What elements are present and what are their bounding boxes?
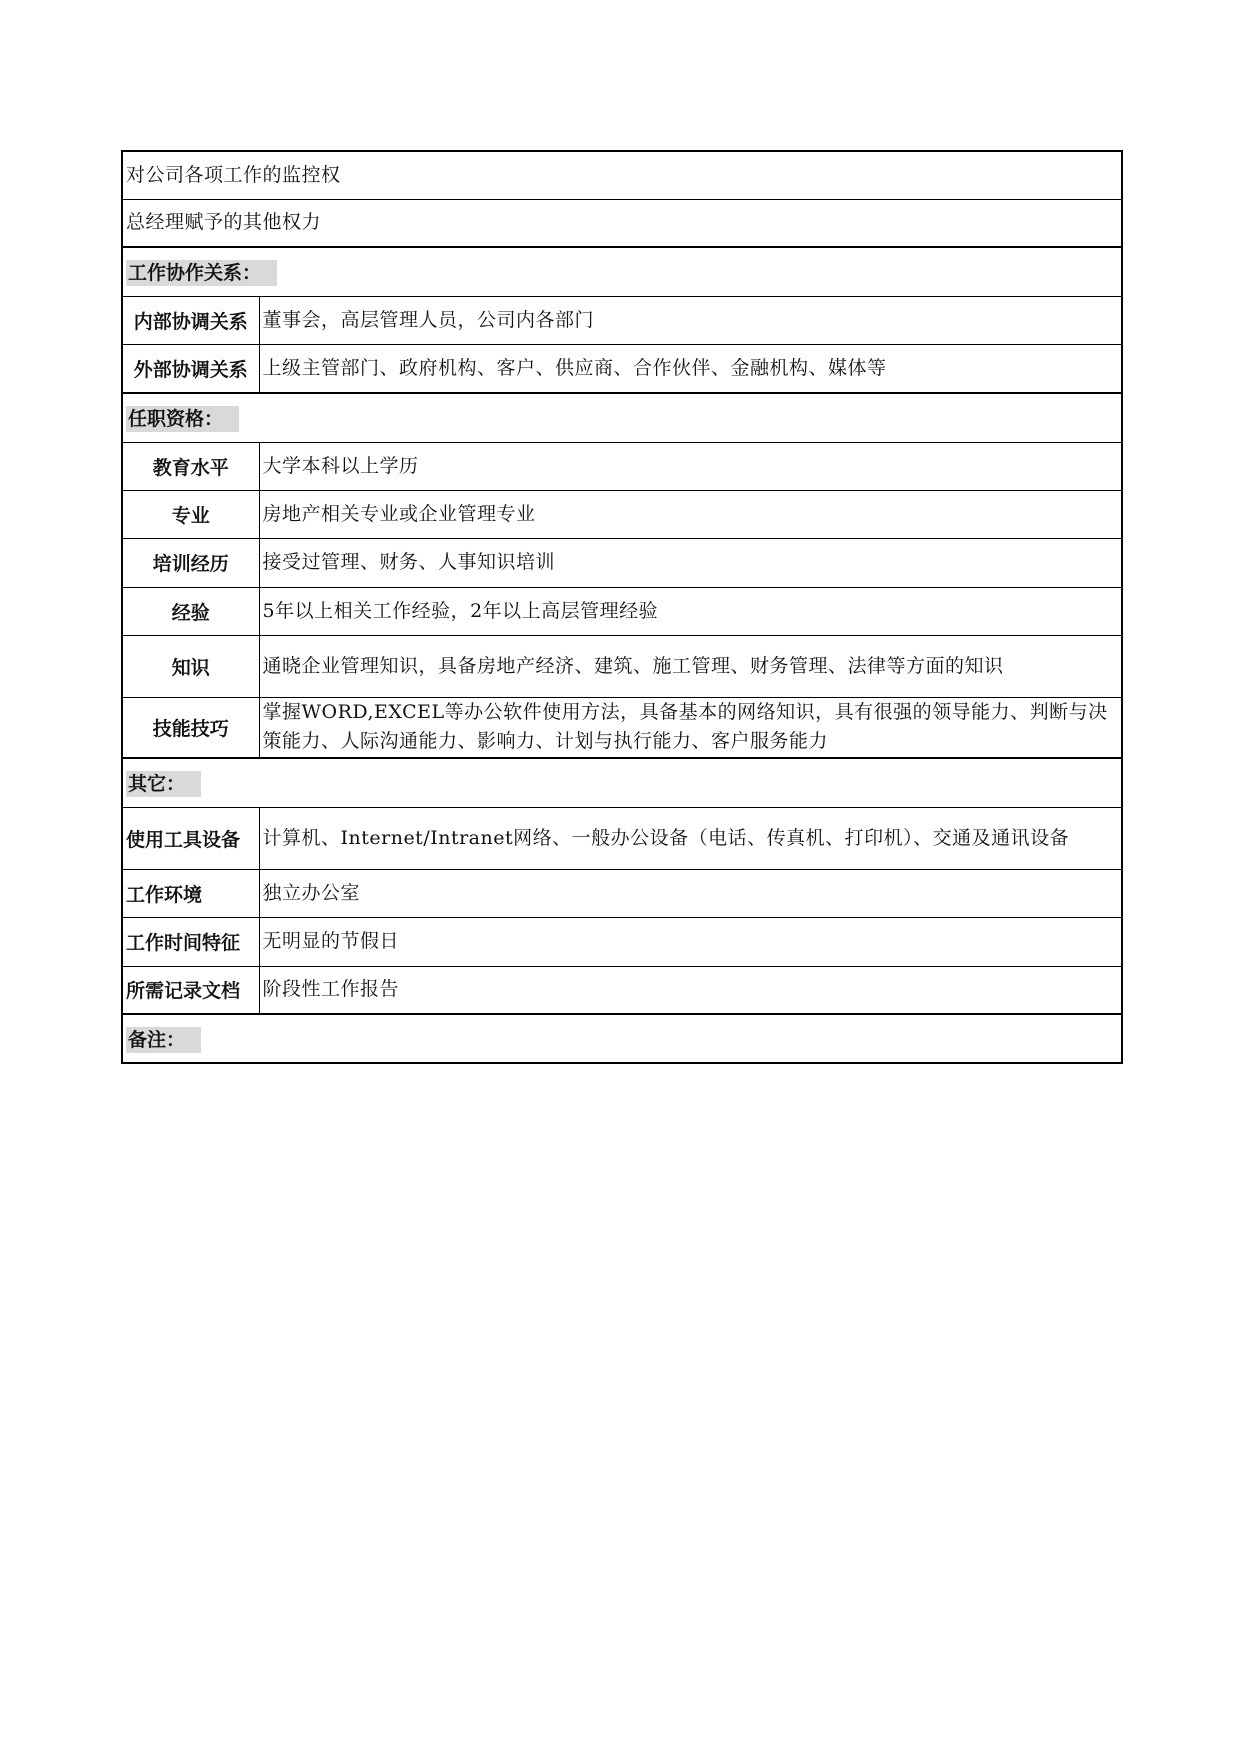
section-title-qualifications [122,393,1122,442]
table-row [122,490,1122,538]
section-header-row [122,393,1122,442]
row-value: 董事会，高层管理人员，公司内各部门 [259,296,1122,344]
authority-row [122,199,1122,247]
section-title-label: 备注： [126,1027,201,1053]
row-label: 教育水平 [122,442,259,490]
row-value: 计算机、Internet/Intranet网络、一般办公设备（电话、传真机、打印机）、交通及通讯设备 [259,807,1122,869]
row-value: 无明显的节假日 [259,917,1122,966]
row-value: 大学本科以上学历 [259,442,1122,490]
table-row [122,635,1122,697]
section-title-label: 其它： [126,771,201,797]
section-title-other [122,758,1122,807]
section-header-row [122,247,1122,296]
row-value: 掌握WORD,EXCEL等办公软件使用方法，具备基本的网络知识，具有很强的领导能力、判断与决策能力、人际沟通能力、影响力、计划与执行能力、客户服务能力 [259,697,1122,758]
table-row [122,869,1122,917]
section-title-remarks [122,1014,1122,1063]
table-row [122,296,1122,344]
job-description-table [121,150,1123,1064]
row-label: 工作环境 [122,869,259,917]
row-value: 房地产相关专业或企业管理专业 [259,490,1122,538]
table-row [122,807,1122,869]
row-label: 内部协调关系 [122,296,259,344]
row-label: 培训经历 [122,538,259,587]
row-label: 知识 [122,635,259,697]
section-title-cooperation [122,247,1122,296]
table-row [122,697,1122,758]
row-label: 专业 [122,490,259,538]
authority-row [122,151,1122,199]
row-label: 使用工具设备 [122,807,259,869]
table-row [122,344,1122,393]
row-value: 上级主管部门、政府机构、客户、供应商、合作伙伴、金融机构、媒体等 [259,344,1122,393]
row-value: 通晓企业管理知识，具备房地产经济、建筑、施工管理、财务管理、法律等方面的知识 [259,635,1122,697]
row-label: 所需记录文档 [122,966,259,1014]
row-value: 接受过管理、财务、人事知识培训 [259,538,1122,587]
table-row [122,917,1122,966]
table-row [122,966,1122,1014]
row-label: 外部协调关系 [122,344,259,393]
table-row [122,587,1122,635]
section-title-label: 任职资格： [126,406,239,432]
table-row [122,442,1122,490]
row-label: 技能技巧 [122,697,259,758]
row-value: 独立办公室 [259,869,1122,917]
section-title-label: 工作协作关系： [126,260,277,286]
row-label: 工作时间特征 [122,917,259,966]
authority-item: 对公司各项工作的监控权 [122,151,1122,199]
authority-item: 总经理赋予的其他权力 [122,199,1122,247]
row-value: 阶段性工作报告 [259,966,1122,1014]
section-header-row [122,758,1122,807]
table-row [122,538,1122,587]
row-value: 5年以上相关工作经验，2年以上高层管理经验 [259,587,1122,635]
row-label: 经验 [122,587,259,635]
section-header-row [122,1014,1122,1063]
